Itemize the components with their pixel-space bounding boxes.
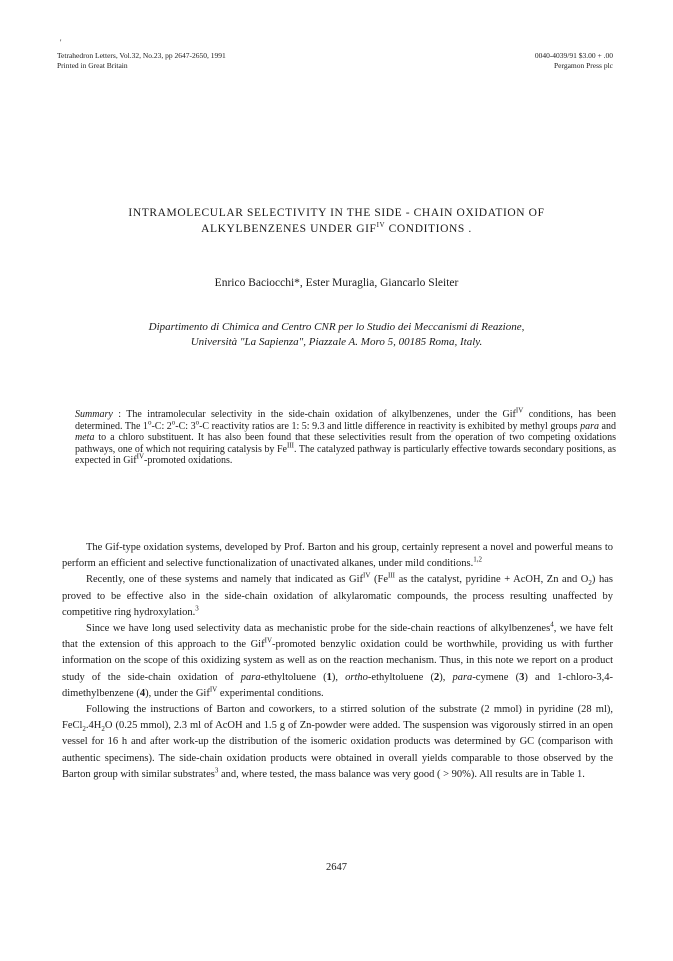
paragraph-text: as the catalyst, pyridine + AcOH, Zn and O — [394, 574, 589, 586]
subscript: 2 — [101, 725, 105, 734]
page-number: 2647 — [326, 862, 347, 873]
journal-citation: Tetrahedron Letters, Vol.32, No.23, pp 2647-2650, 1991 — [57, 51, 226, 60]
paragraph-text: experimental conditions. — [217, 687, 324, 699]
summary-label: Summary — [75, 409, 113, 420]
summary-text: -C reactivity ratios are 1: 5: 9.3 and little difference in reactivity is exhibited by methyl groups — [199, 420, 581, 432]
summary-text: -promoted oxidations. — [144, 455, 233, 466]
title-text: CONDITIONS . — [385, 223, 472, 235]
paragraph-text: -promoted benzylic oxidation could be worthwhile, providing us with further information on the scope of this oxidizing system as well as on the reaction mechanism. Thus, in this note we report on a product study of the side-chain oxidation of — [62, 639, 614, 683]
paragraph-text: , we have felt that the extension of this approach to the Gif — [62, 623, 613, 651]
paragraph-3 — [62, 621, 613, 702]
running-header-left — [57, 51, 226, 71]
title-superscript: IV — [376, 221, 386, 230]
title-text: ALKYLBENZENES UNDER GIF — [201, 223, 377, 235]
paragraph-text: The Gif-type oxidation systems, developed by Prof. Barton and his group, certainly represent a novel and powerful means to perform an efficient and selective functionalization of unactivated alkanes, under mild conditions. — [62, 542, 613, 570]
paragraph-4 — [62, 702, 613, 783]
italic-term: ortho — [345, 671, 368, 683]
italic-term: meta — [75, 432, 95, 443]
affiliation — [60, 320, 613, 350]
paragraph-2 — [62, 572, 613, 621]
summary — [75, 406, 617, 467]
paragraph-text: and, where tested, the mass balance was very good ( > 90%). All results are in Table 1. — [218, 768, 585, 780]
paragraph-text: ) and 1-chloro-3,4-dimethylbenzene ( — [62, 671, 613, 699]
subscript: 2 — [82, 725, 86, 734]
affiliation-line-1: Dipartimento di Chimica and Centro CNR per lo Studio dei Meccanismi di Reazione, — [148, 321, 525, 333]
compound-number: 2 — [433, 671, 440, 683]
body-text — [62, 540, 613, 783]
superscript: IV — [515, 406, 524, 415]
citation: 3 — [195, 604, 199, 613]
citation: 4 — [550, 620, 554, 629]
summary-text: and — [599, 420, 616, 432]
superscript: IV — [363, 571, 371, 580]
superscript: o — [195, 418, 200, 427]
paragraph-text: Following the instructions of Barton and coworkers, to a stirred solution of the substrate (2 mmol) in pyridine (28 ml), FeCl — [62, 704, 613, 732]
italic-term: para — [240, 671, 261, 683]
superscript: III — [287, 441, 294, 450]
paragraph-text: ), — [439, 671, 453, 683]
summary-text: -C: 3 — [175, 420, 196, 432]
superscript: IV — [264, 636, 272, 645]
superscript: III — [387, 571, 395, 580]
superscript: o — [171, 418, 176, 427]
paragraph-text: -ethyltoluene ( — [367, 671, 434, 683]
affiliation-line-2: Università "La Sapienza", Piazzale A. Moro 5, 00185 Roma, Italy. — [190, 336, 483, 348]
summary-text: -C: 2 — [151, 420, 172, 432]
italic-term: para — [580, 420, 600, 432]
compound-number: 4 — [139, 687, 146, 699]
italic-term: para — [452, 671, 473, 683]
summary-text: to a chloro substituent. It has also been found that these selectivities result from the operation of two competing oxidations pathways, one of which not requiring catalysis by Fe — [75, 432, 616, 455]
subscript: 2 — [588, 579, 592, 588]
publisher: Pergamon Press plc — [553, 61, 613, 70]
article-title — [60, 205, 613, 237]
running-header-right — [535, 51, 613, 71]
compound-number: 1 — [326, 671, 332, 683]
paragraph-1 — [62, 540, 613, 572]
citation: 3 — [214, 766, 219, 775]
compound-number: 3 — [519, 671, 525, 683]
superscript: o — [147, 418, 152, 427]
paragraph-text: ), — [331, 671, 346, 683]
paragraph-text: -ethyltoluene ( — [260, 671, 327, 683]
summary-text: conditions, has been determined. The 1 — [75, 409, 616, 432]
title-line-1: INTRAMOLECULAR SELECTIVITY IN THE SIDE - CHAIN OXIDATION OF — [128, 207, 545, 219]
summary-text: : The intramolecular selectivity in the side-chain oxidation of alkylbenzenes, under the Gif — [112, 409, 516, 420]
paragraph-text: -cymene ( — [472, 671, 520, 683]
paragraph-text: O (0.25 mmol), 2.3 ml of AcOH and 1.5 g of Zn-powder were added. The suspension was vigorously stirred in an open vessel for 16 h and after work-up the distribution of the isomeric oxidation products was determined by GC (comparison with authentic specimens). The side-chain oxidation products were obtained in overall yields comparable to those observed by the Barton group with similar substrates — [62, 720, 613, 780]
superscript: IV — [209, 685, 218, 694]
title-line-2 — [60, 221, 613, 237]
paragraph-text: ) has proved to be effective also in the side-chain oxidation of alkylaromatic compounds, the process resulting unaffected by competitive ring hydroxylation. — [62, 574, 613, 618]
stray-mark: ' — [60, 38, 62, 47]
printed-in: Printed in Great Britain — [57, 61, 128, 70]
authors: Enrico Baciocchi*, Ester Muraglia, Giancarlo Sleiter — [214, 277, 459, 289]
paragraph-text: Recently, one of these systems and namely that indicated as Gif — [86, 574, 363, 586]
superscript: IV — [136, 452, 145, 461]
paragraph-text: ), under the Gif — [145, 687, 210, 699]
citation: 1,2 — [473, 555, 482, 564]
paragraph-text: .4H — [85, 720, 102, 732]
paragraph-text: Since we have long used selectivity data as mechanistic probe for the side-chain reactions of alkylbenzenes — [86, 623, 551, 635]
article-code: 0040-4039/91 $3.00 + .00 — [534, 51, 613, 60]
summary-text: . The catalyzed pathway is particularly effective towards secondary positions, as expected in Gif — [75, 443, 617, 466]
paragraph-text: (Fe — [370, 574, 388, 586]
